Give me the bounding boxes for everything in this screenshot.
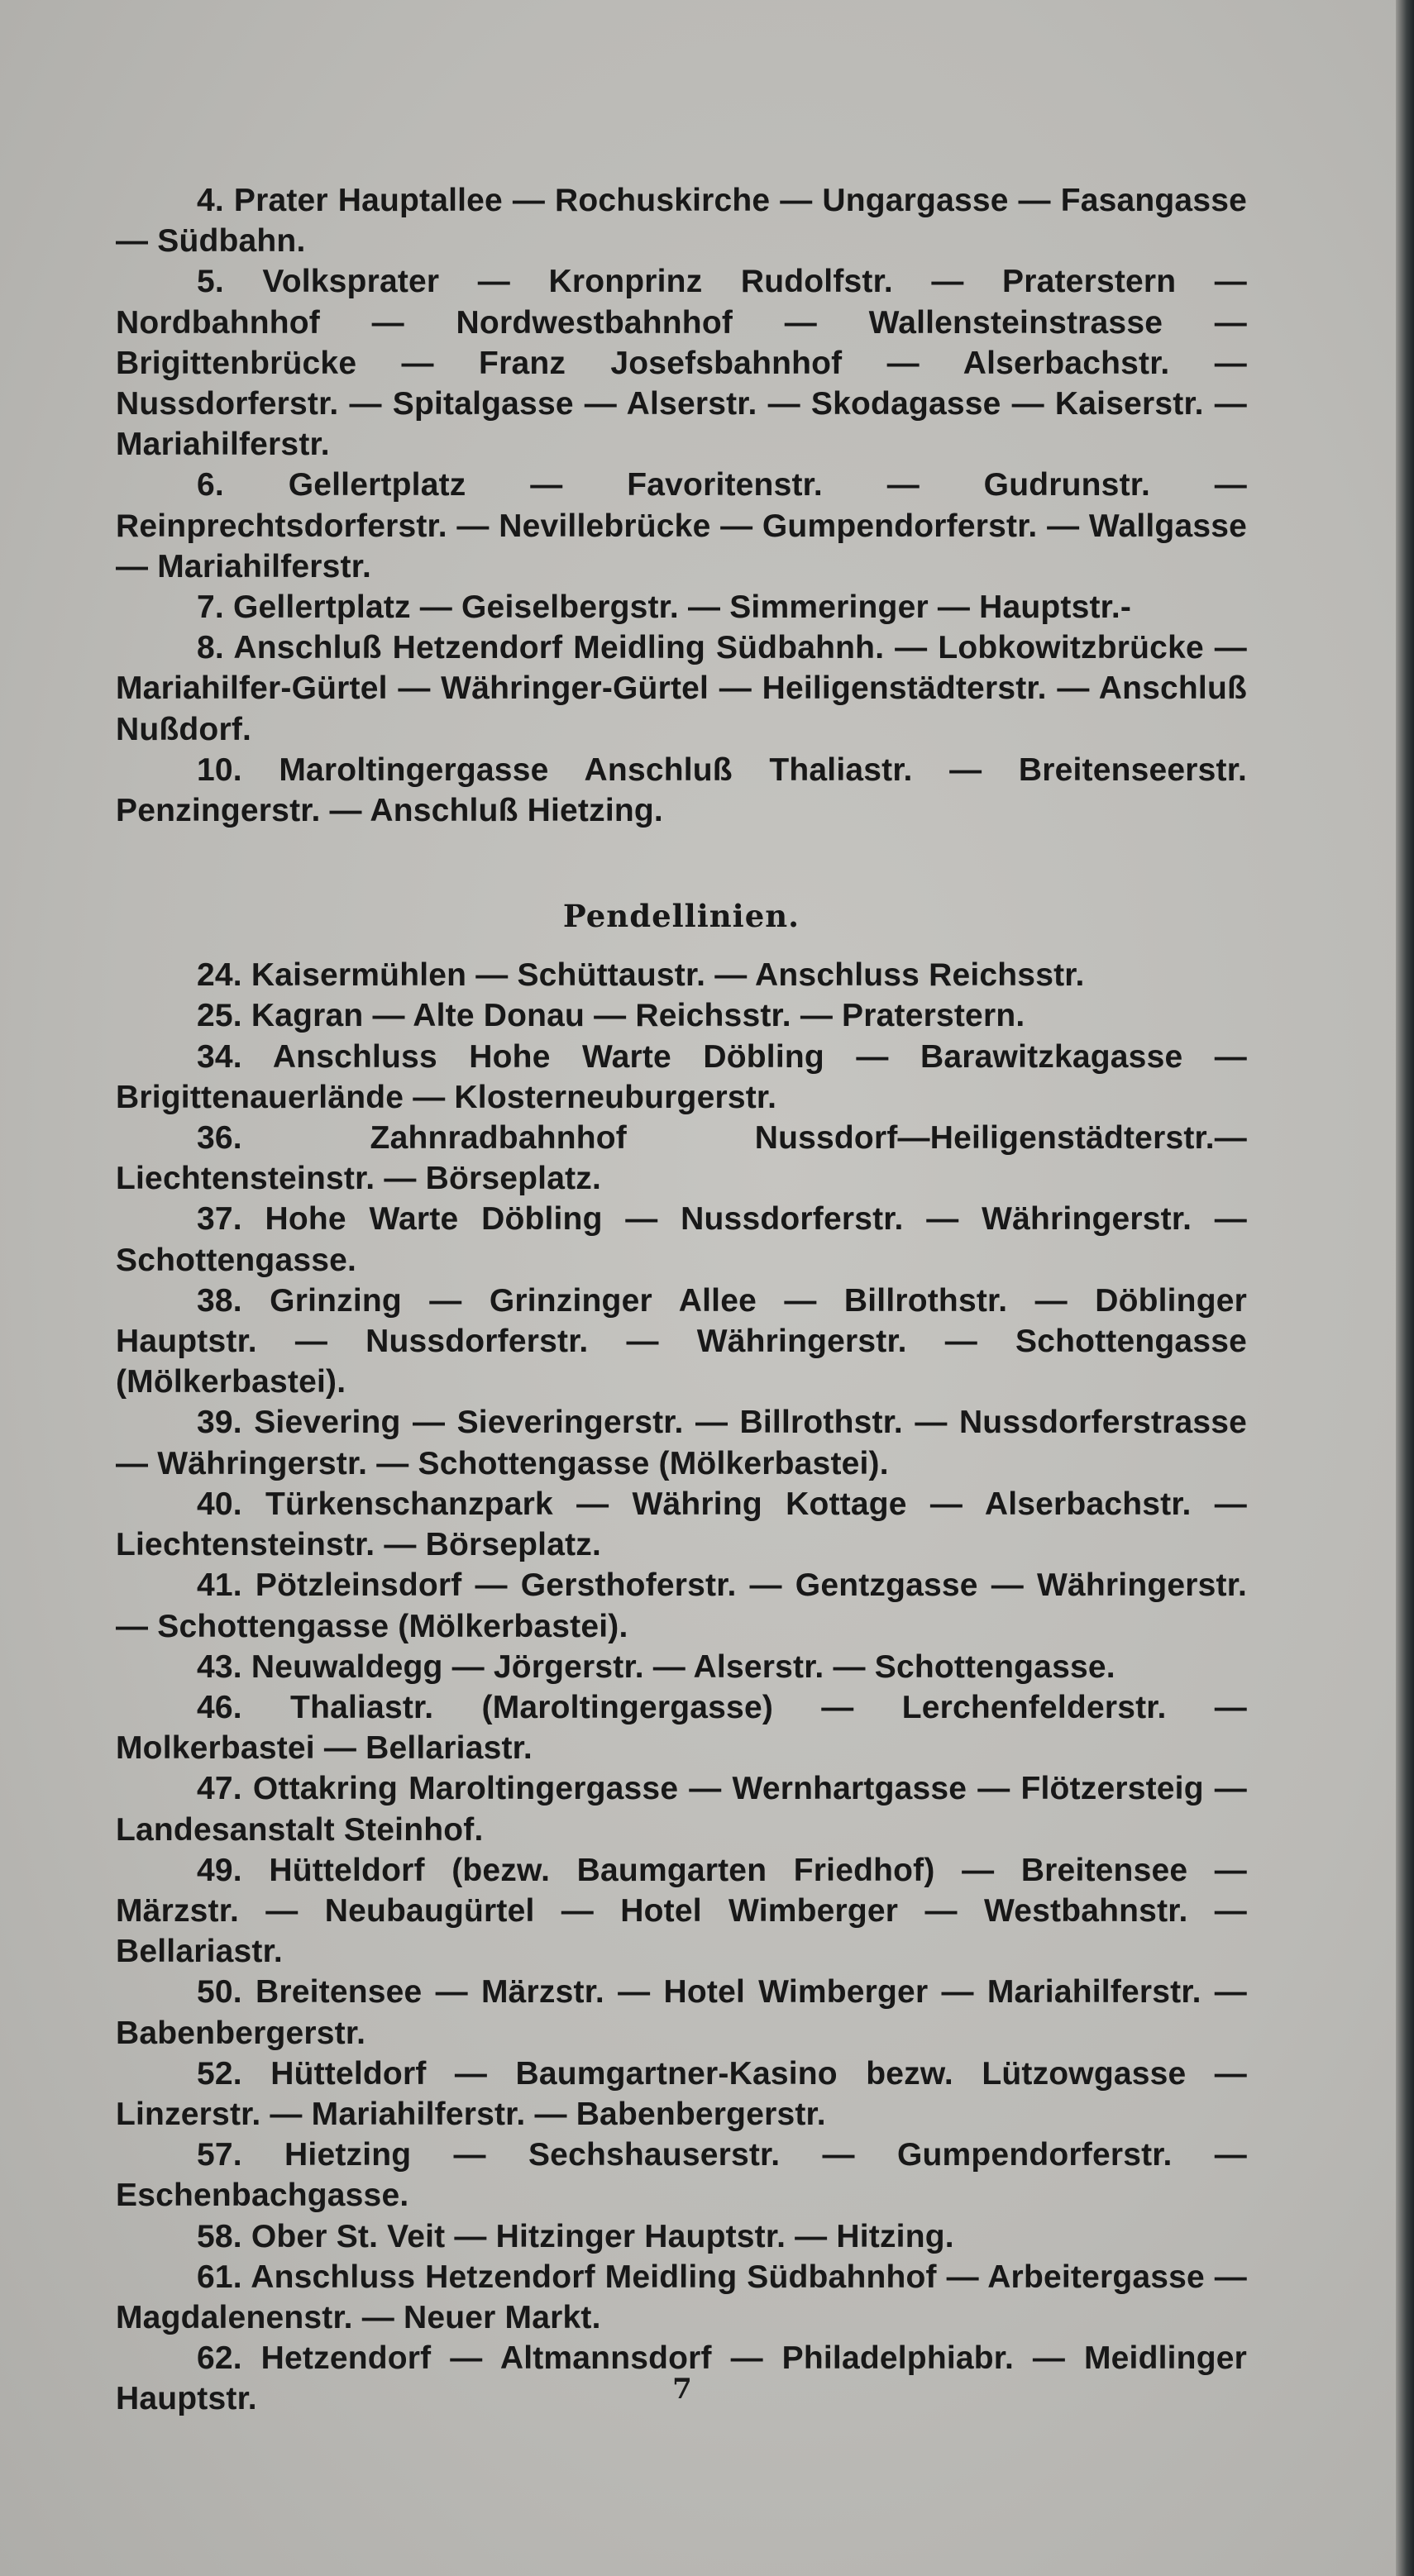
- route-entry-38: 38. Grinzing — Grinzinger Allee — Billrothstr. — Döblinger Hauptstr. — Nussdorferstr. — Währingerstr. — Schottengasse (Mölkerbastei).: [116, 1282, 1247, 1400]
- section-heading: Pendellinien.: [562, 898, 800, 935]
- route-entry-4: 4. Prater Hauptallee — Rochuskirche — Ungargasse — Fasangasse — Südbahn.: [116, 183, 1247, 260]
- route-entry-49: 49. Hütteldorf (bezw. Baumgarten Friedhof) — Breitensee — Märzstr. — Neubaugürtel — Hotel Wimberger — Westbahnstr. — Bellariastr.: [116, 1852, 1247, 1970]
- route-entry-37: 37. Hohe Warte Döbling — Nussdorferstr. — Währingerstr. — Schottengasse.: [116, 1201, 1247, 1278]
- route-entry-6: 6. Gellertplatz — Favoritenstr. — Gudrunstr. — Reinprechtsdorferstr. — Nevillebrücke — Gumpendorferstr. — Wallgasse — Mariahilferstr.: [116, 467, 1247, 584]
- route-entry-61: 61. Anschluss Hetzendorf Meidling Südbahnhof — Arbeitergasse — Magdalenenstr. — Neuer Markt.: [116, 2259, 1247, 2335]
- route-entry-52: 52. Hütteldorf — Baumgartner-Kasino bezw. Lützowgasse — Linzerstr. — Mariahilferstr. — Babenbergerstr.: [116, 2055, 1247, 2132]
- route-entry-47: 47. Ottakring Maroltingergasse — Wernhartgasse — Flötzersteig — Landesanstalt Steinhof.: [116, 1771, 1247, 1848]
- route-entry-41: 41. Pötzleinsdorf — Gersthoferstr. — Gentzgasse — Währingerstr. — Schottengasse (Mölkerbastei).: [116, 1567, 1247, 1644]
- route-entry-8: 8. Anschluß Hetzendorf Meidling Südbahnh. — Lobkowitzbrücke — Mariahilfer-Gürtel — Währinger-Gürtel — Heiligenstädterstr. — Anschluß Nußdorf.: [116, 630, 1247, 747]
- route-entry-25: 25. Kagran — Alte Donau — Reichsstr. — Praterstern.: [197, 998, 1025, 1034]
- route-entry-58: 58. Ober St. Veit — Hitzinger Hauptstr. — Hitzing.: [197, 2218, 954, 2254]
- route-entry-50: 50. Breitensee — Märzstr. — Hotel Wimberger — Mariahilferstr. — Babenbergerstr.: [116, 1974, 1247, 2051]
- page-number: 7: [672, 2373, 692, 2406]
- route-entry-40: 40. Türkenschanzpark — Währing Kottage — Alserbachstr. — Liechtensteinstr. — Börseplatz.: [116, 1486, 1247, 1563]
- route-entry-5: 5. Volksprater — Kronprinz Rudolfstr. — Praterstern — Nordbahnhof — Nordwestbahnhof — Wallensteinstrasse — Brigittenbrücke — Franz Josefsbahnhof — Alserbachstr. — Nussdorferstr. — Spitalgasse — Alserstr. — Skodagasse — Kaiserstr. — Mariahilferstr.: [116, 264, 1247, 463]
- route-entry-34: 34. Anschluss Hohe Warte Döbling — Barawitzkagasse — Brigittenauerlände — Klosterneuburgerstr.: [116, 1038, 1247, 1115]
- text-block: [116, 180, 1247, 2420]
- route-entry-43: 43. Neuwaldegg — Jörgerstr. — Alserstr. — Schottengasse.: [197, 1648, 1115, 1685]
- route-entry-7: 7. Gellertplatz — Geiselbergstr. — Simmeringer — Hauptstr.-: [197, 589, 1132, 626]
- route-entry-36: 36. Zahnradbahnhof Nussdorf—Heiligenstädterstr.—Liechtensteinstr. — Börseplatz.: [116, 1120, 1247, 1197]
- route-entry-57: 57. Hietzing — Sechshauserstr. — Gumpendorferstr. — Eschenbachgasse.: [116, 2137, 1247, 2214]
- route-entry-10: 10. Maroltingergasse Anschluß Thaliastr. — Breitenseerstr. Penzingerstr. — Anschluß Hietzing.: [116, 751, 1247, 829]
- route-entry-24: 24. Kaisermühlen — Schüttaustr. — Anschluss Reichsstr.: [197, 957, 1085, 994]
- route-entry-62: 62. Hetzendorf — Altmannsdorf — Philadelphiabr. — Meidlinger Hauptstr.: [116, 2340, 1247, 2417]
- route-entry-39: 39. Sievering — Sieveringerstr. — Billrothstr. — Nussdorferstrasse — Währingerstr. — Schottengasse (Mölkerbastei).: [116, 1405, 1247, 1481]
- book-spine-shadow: [1396, 0, 1414, 2576]
- route-entry-46: 46. Thaliastr. (Maroltingergasse) — Lerchenfelderstr. — Molkerbastei — Bellariastr.: [116, 1689, 1247, 1767]
